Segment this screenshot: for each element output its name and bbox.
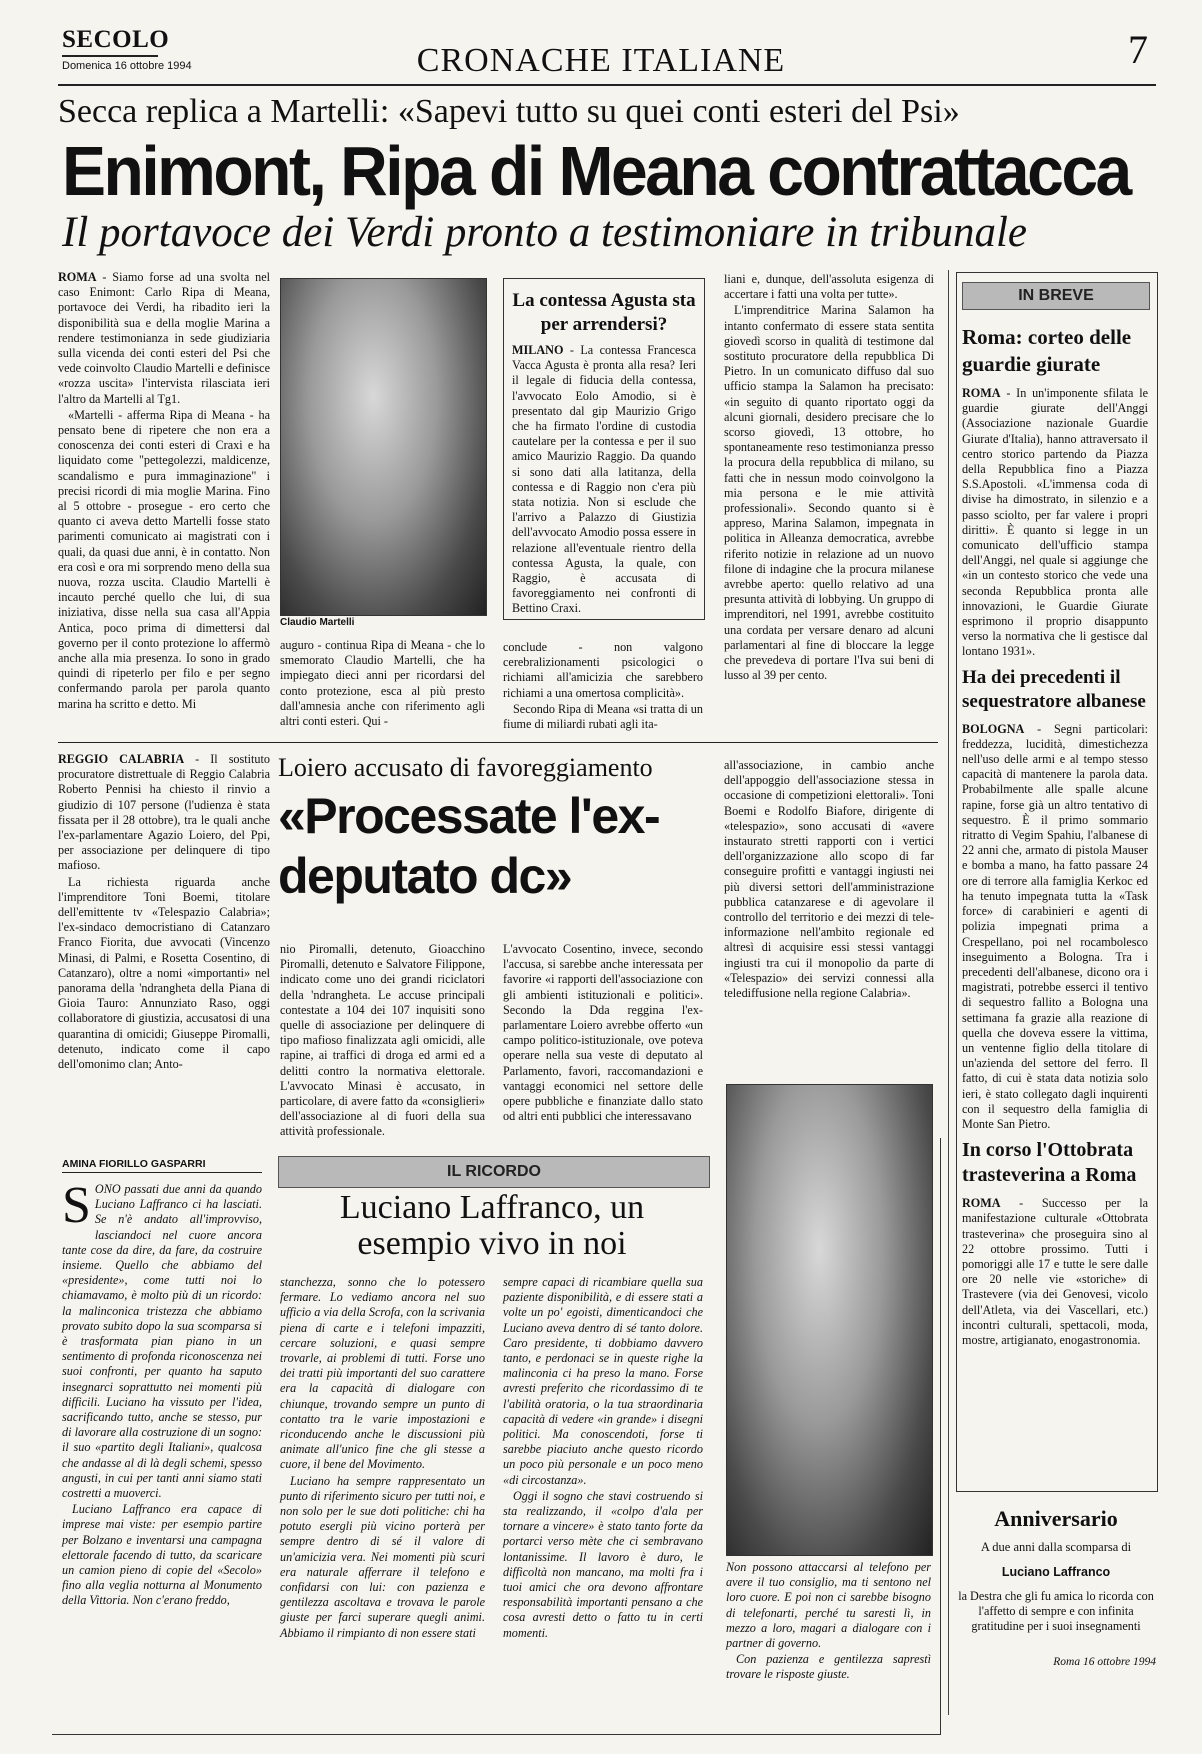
anniversario-title: Anniversario [994,1506,1118,1531]
second-col3-text: L'avvocato Cosentino, invece, secondo l'accusa, si sarebbe anche interessata per favorire «i rapporti dell'associazione con gli ambienti istituzionali e politici». Secondo la Dda reggina l'ex-parlamentare Loiero avrebbe offerto «un campo politico-istituzionale, ove poteva operare nella sua veste di deputato al Parlamento, favori, raccomandazioni e vantaggi economici nel settore delle opere pubbliche e finanziate dallo stato od altri enti pubblici che interessavano [503,942,703,1124]
ricordo-col1 [62,1177,262,1727]
second-dateline: REGGIO CALABRIA [58,752,185,766]
second-col4-text: all'associazione, in cambio anche dell'appoggio dell'associazione stessa in occasione di competizioni elettorali». Toni Boemi e Rodolfo Biafore, dirigente di «telespazio», sono accusati di «avere instaurato stretti rapporti con i vertici dell'organizzazione allo scopo di far conseguire profitti e vantaggi ingiusti nei più diversi settori dell'amministrazione pubblica catanzarese e di agevolare il controllo del territorio e dei mezzi di tele-informazione nell'ambito regionale ed altresì di acquisire essi stessi vantaggi ingiusti tra cui il monopolio da parte di «Telespazio» dei servizi connessi alla telediffusione nella regione Calabria». [724,758,934,1001]
main-story-col1: ROMA - Siamo forse ad una svolta nel caso Enimont: Carlo Ripa di Meana, portavoce dei Verdi, ha ribadito ieri la disponibilità sua e della moglie Marina a rendere testimonianza in sede giudiziaria sulla vicenda dei conti esteri del Psi che vede coinvolto Claudio Martelli e definisce «rozza uscita» l'intervista rilasciata ieri l'altro da Martelli al Tg1. «Martelli - afferma Ripa di Meana - ha pensato bene di ripetere che non era a conoscenza dei conti esteri di Craxi e ha liquidato come "pettegolezzi, maldicenze, scandalismo e pura immaginazione" i precisi ricordi di mia moglie Marina. Fino al 5 ottobre - prosegue - ero certo che quanto ci aveva detto Martelli fosse stato parimenti comunicato ai magistrati con i quali, da quasi due anni, è in contatto. Non era così e ora mi sorprendo meno della sua nuova, rozza uscita. Claudio Martelli è incauto perché quello che lui, di sua iniziativa, disse nella sua casa all'Appia Antica, poco prima di dimettersi dal governo per il conto protezione lo affermò anche alla mia presenza. Io sono in grado quindi di ripeterlo per filo e per segno confermando parola per parola quanto marina ha scritto e detto. Mi [58,270,270,711]
agusta-box: La contessa Agusta sta per arrendersi? MILANO - La contessa Francesca Vacca Agusta è pronta alla resa? Ieri il legale di fiducia della contessa, l'avvocato Eolo Amodio, si è presentato dal gip Maurizio Grigo che ha firmato l'ordine di custodia cautelare per la contessa e per il suo amico Maurizio Raggio. Da quando si sono dati alla latitanza, della contessa e di Raggio non c'era più stata notizia. Non si esclude che l'arrivo a Palazzo di Giustizia dell'avvocato Amodio possa essere in relazione all'eventuale rientro della contessa Agusta, la quale, con Raggio, è accusata di favoreggiamento nei confronti di Bettino Craxi. [503,278,705,620]
ricordo-headline: Luciano Laffranco, un esempio vivo in noi [339,1189,645,1262]
second-story-col3 [503,942,703,1164]
anniversario-signoff: Roma 16 ottobre 1994 [1053,1656,1156,1668]
in-breve-content [962,318,1148,1483]
ricordo-col2 [280,1275,485,1727]
brief-dateline: ROMA [962,1196,1001,1211]
ricordo-col3b-text: Oggi il sogno che stavi costruendo si sta realizzando, il «colpo d'ala per tornare a vincere» è stato tanto forte da portarci verso mète che ci sembravano lontanissime. Il lavoro è duro, le difficoltà non mancano, ma molti fra i tuoi amici che ora devono affrontare responsabilità importanti pensano a che cosa avresti detto o fatto tu in certi momenti. [503,1488,703,1640]
ricordo-col2-text: stanchezza, sonno che lo potessero fermare. Lo vediamo ancora nel suo ufficio a via della Scrofa, con la scrivania piena di carte e i telefoni impazziti, cercare soluzioni, e quasi sempre trovarle, ai problemi di tutti. Forse uno dei tratti più importanti del suo carattere era la capacità di dialogare con chiunque, trovando sempre un punto di contatto tra le varie impostazioni e riconducendo anche le discussioni più animate all'unico fine che gli stesse a cuore, il bene del Movimento. [280,1275,485,1472]
brief-headline: Roma: corteo delle guardie giurate [962,325,1132,376]
second-col2-text: nio Piromalli, detenuto, Gioacchino Piromalli, detenuto e Salvatore Filippone, indicato come uno dei grandi riciclatori della 'ndrangheta. Le accuse principali contestate a 104 dei 107 inquisiti sono quelle di associazione per delinquere di tipo mafioso finalizzata agli omicidi, alle rapine, ai traffici di droga ed armi ed a delitti contro la normativa elettorale. L'avvocato Minasi è accusato, in particolare, di avere fatto da «consiglieri» dell'associazione al di fuori della sua attività professionale. [280,942,485,1139]
second-story-col2 [280,942,485,1164]
issue-date: Domenica 16 ottobre 1994 [62,60,192,72]
main-story-col4 [724,272,934,734]
brief-dateline: BOLOGNA [962,721,1025,736]
anniversario-body: la Destra che gli fu amica lo ricorda con l'affetto di sempre e con infinita gratitudine per i suoi insegnamenti [958,1589,1154,1633]
ricordo-col4 [726,1560,931,1727]
main-story-col2 [280,638,485,734]
main-subhead: Il portavoce dei Verdi pronto a testimoniare in tribunale [62,209,1027,256]
main-col1b-text: «Martelli - afferma Ripa di Meana - ha pensato bene di ripetere che non era a conoscenza dei conti esteri di Craxi e ha liquidato come "pettegolezzi, maldicenze, scandalismo e pura immaginazione" i precisi ricordi di mia moglie Marina. Fino al 5 ottobre - prosegue - ero certo che quanto ci aveva detto Martelli fosse stato parimenti comunicato ai magistrati con i quali, da quasi due anni, è in contatto. Non era così e ora mi sorprendo meno della sua nuova, rozza uscita. Claudio Martelli è incauto perché quello che lui, di sua iniziativa, disse nella sua casa all'Appia Antica, poco prima di dimettersi dal governo per il conto protezione lo affermò anche alla mia presenza. Io sono in grado quindi di ripeterlo per filo e per segno confermando parola per parola quanto marina ha scritto e detto. Mi [58,407,270,711]
brief-headline: Ha dei precedenti il sequestratore albanese [962,666,1146,712]
ricordo-banner: IL RICORDO [278,1156,710,1188]
paper-name: SECOLO [62,26,170,53]
ricordo-col4b-text: Con pazienza e gentilezza saprestì trovare le risposte giuste. [726,1652,931,1682]
brief-item: Ha dei precedenti il sequestratore albanese BOLOGNA - Segni particolari: freddezza, lucidità, dimestichezza nell'uso delle armi e al tempo stesso capacità di mantenere la parola data. Probabilmente alle spalle alcune rapine, forse già un altro tentativo di sequestro. È il primo sommario ritratto di Vegim Spahiu, l'albanese di 22 anni che, armato di pistola Mauser e bomba a mano, ha fatto passare 24 ore di terrore alla famiglia Kerkoc ed ha tenuto impegnata tutta la «Task force» di carabinieri e agenti di polizia impegnati prima a Crespellano, poi nel rocambolesco inseguimento a Bologna. Tra i precedenti dell'albanese, dicono ora i magistrati, potrebbe esserci il tentivo di sequestro fallito a Bologna una settimana fa grazie alla reazione di quella che doveva essere la vittima, un ventenne figlio della titolare di un'azienda del settore del ferro. Il fatto, di cui è stata data notizia solo ieri, è stato collegato dagli inquirenti con il sequestro della famiglia di Monte San Pietro. [962,666,1148,1131]
brief-headline: In corso l'Ottobrata trasteverina a Roma [962,1139,1137,1187]
main-col3c-text: Secondo Ripa di Meana «si tratta di un fiume di miliardi rubati agli ita- [503,701,703,732]
second-headline: «Processate l'ex-deputato dc» [278,788,660,904]
ricordo-col3 [503,1275,703,1727]
second-story-col4 [724,758,934,1068]
ricordo-col1b-text: Luciano Laffranco era capace di imprese mai viste: per esempio partire per Bolzano e inventarsi una campagna elettorale facendo di tutto, da scaricare un camion pieno di copie del «Secolo» fino alla veglia notturna al Monumento della Vittoria. Non c'erano freddo, [62,1502,262,1608]
anniversario-box [956,1500,1156,1722]
main-col4-text: liani e, dunque, dell'assoluta esigenza di accertare i fatti una volta per tutte». [724,272,934,302]
brief-item: In corso l'Ottobrata trasteverina a Roma ROMA - Successo per la manifestazione culturale «Ottobrata trasteverina» che proseguira sino al 22 ottobre prossimo. Tutti i pomoriggi alle 17 e tutte le sere dalle ore 20 nelle vie «storiche» di Trastevere (via dei Genovesi, vicolo dell'Atleta, via dei Vascellari, etc.) incontri culturali, spettacoli, moda, mostre, artigianato, enogastronomia. [962,1139,1148,1347]
martelli-photo [280,278,487,616]
ricordo-col3-text: sempre capaci di ricambiare quella sua paziente disponibilità, e di essere stati a volte un po' egoisti, dimenticandoci che Luciano aveva dentro di sé tanto dolore. Caro presidente, ti dobbiamo davvero tanto, e perdonaci se in queste righe la malinconia ci ha preso la mano. Forse avresti preferito che ricordassimo di te l'abilità oratoria, o la tua straordinaria capacità di vedere «in grande» i disegni politici. Ma conoscendoti, forse ti sarebbe piaciuto anche questo ricordo un poco più personale e un poco meno «di circostanza». [503,1275,703,1487]
brief-dateline: ROMA [962,386,1001,400]
brief-body: Successo per la manifestazione culturale «Ottobrata trasteverina» che proseguira sino al 22 ottobre prossimo. Tutti i pomoriggi alle 17 e tutte le sere dalle ore 20 nelle vie «storiche» di Trastevere (via dei Genovesi, vicolo dell'Atleta, via dei Vascellari, etc.) incontri culturali, spettacoli, moda, mostre, artigianato, enogastronomia. [962,1196,1148,1347]
agusta-body: La contessa Francesca Vacca Agusta è pronta alla resa? Ieri il legale di fiducia della contessa, l'avvocato Eolo Amodio, si è presentato dal gip Maurizio Grigo che ha firmato l'ordine di custodia cautelare per la contessa e per il suo amico Maurizio Raggio. Da quando si sono dati alla latitanza, della contessa e di Raggio non c'era più stata notizia. Non si esclude che l'arrivo a Palazzo di Giustizia dell'avvocato Amodio possa essere in relazione all'eventuale rientro della contessa Agusta, la quale, con Raggio, è accusata di favoreggiamento nei confronti di Bettino Craxi. [512,343,696,616]
brief-body: Segni particolari: freddezza, lucidità, dimestichezza nell'uso delle armi e al tempo stesso capacità di mantenere la parola data. Probabilmente alle spalle alcune rapine, forse già un altro tentativo di sequestro. È il primo sommario ritratto di Vegim Spahiu, l'albanese di 22 anni che, armato di pistola Mauser e bomba a mano, ha fatto passare 24 ore di terrore alla famiglia Kerkoc ed ha tenuto impegnata tutta la «Task force» di carabinieri e agenti di polizia impegnati prima a Crespellano, poi nel rocambolesco inseguimento a Bologna. Tra i precedenti dell'albanese, dicono ora i magistrati, potrebbe esserci il tentivo di sequestro fallito a Bologna una settimana fa grazie alla reazione di quella che doveva essere la vittima, un ventenne figlio della titolare di un'azienda del settore del ferro. Il fatto, di cui è stata data notizia solo ieri, è stato collegato dagli inquirenti con il sequestro della famiglia di Monte San Pietro. [962,721,1148,1131]
second-story-col1: REGGIO CALABRIA - Il sostituto procuratore distrettuale di Reggio Calabria Roberto Pennisi ha chiesto il rinvio a giudizio di 107 persone (l'udienza è stata fissata per il 28 ottobre), tra le quali anche l'ex-parlamentare Agazio Loiero, del Ppi, per associazione per delinquere di tipo mafioso. La richiesta riguarda anche l'imprenditore Toni Boemi, titolare dell'emittente tv «Telespazio Calabria»; l'ex-sindaco democristiano di Catanzaro Franco Fiorita, due avvocati (Vincenzo Minasi, di Palmi, e Rosetta Cosentino, di Catanzaro), oltre a nomi «importanti» nel panorama della 'ndrangheta della Piana di Gioia Tauro: Annunziato Raso, oggi collaboratore di giustizia, accusatosi di una quarantina di omicidi; Giuseppe Piromalli, detenuto, indicato come il capo dell'omonimo clan; Anto- [58,752,271,1072]
main-col4b-text: L'imprenditrice Marina Salamon ha intanto confermato di essere stata sentita giovedì scorso in qualità di testimone dal sostituto procuratore della repubblica Di Pietro. In un comunicato diffuso dal suo ufficio stampa la Salamon ha precisato: «in seguito di quanto riportato oggi da alcuni giornali, desidero precisare che lo scorso giovedì, 13 ottobre, ho spontaneamente reso testimonianza presso la procura della repubblica di milano, su fatti che in nessun modo coinvolgono la mia persona e le mie attività professionali». Secondo quanto si è appreso, Marina Salamon, impegnata in politica in Alleanza democratica, avrebbe riferito notizie in relazione ad un nuovo filone di indagine che la procura milanese avrebbe aperto: quello relativo ad una presunta attività di lobbying. Un gruppo di imprenditori, nel 1991, avrebbe costituito una cordata per versare denaro ad alcuni parlamentari al fine di bloccare la legge che prevedeva di portare l'Iva sui beni di lusso al 39 per cento. [724,303,934,683]
main-kicker: Secca replica a Martelli: «Sapevi tutto su quei conti esteri del Psi» [58,93,960,130]
main-col3b-text: conclude - non valgono cerebralizionamenti psicologici o richiami all'amicizia che sarebbero richiami a una omertosa complicità». [503,640,703,700]
second-col1b-text: La richiesta riguarda anche l'imprenditore Toni Boemi, titolare dell'emittente tv «Telespazio Calabria»; l'ex-sindaco democristiano di Catanzaro Franco Fiorita, due avvocati (Vincenzo Minasi, di Palmi, e Rosetta Cosentino, di Catanzaro), oltre a nomi «importanti» nel panorama della 'ndrangheta della Piana di Gioia Tauro: Annunziato Raso, oggi collaboratore di giustizia, accusatosi di una quarantina di omicidi; Giuseppe Piromalli, detenuto, indicato come il capo dell'omonimo clan; Anto- [58,874,270,1072]
photo-caption-martelli: Claudio Martelli [280,617,355,628]
laffranco-photo [726,1084,933,1556]
agusta-dateline: MILANO [512,343,564,357]
ricordo-author: AMINA FIORILLO GASPARRI [62,1158,206,1170]
second-kicker: Loiero accusato di favoreggiamento [278,753,653,782]
anniversario-line1: A due anni dalla scomparsa di [980,1540,1132,1554]
main-headline: Enimont, Ripa di Meana contrattacca [62,132,1130,210]
brief-body: In un'imponente sfilata le guardie giurate dell'Anggi (Associazione nazionale Guardie Giurate d'Italia), hanno attraversato il centro storico partendo da Piazza della Repubblica fino a Piazza S.S.Apostoli. «L'immensa coda di divise ha dimostrato, in silenzio e a passo sciolto, per far valere i propri diritti». È quanto si legge in un comunicato dell'ufficio stampa dell'Anggi, nel quale si aggiunge che «in un contesto storico che vede una seconda Repubblica pronta alle innovazioni, le Guardie Giurate esprimono il proprio disappunto verso la normativa che li gestisce dal lontano 1931». [962,386,1148,659]
section-title: CRONACHE ITALIANE [416,42,786,79]
in-breve-banner: IN BREVE [962,282,1150,310]
second-col1-text: Il sostituto procuratore distrettuale di Reggio Calabria Roberto Pennisi ha chiesto il rinvio a giudizio di 107 persone (l'udienza è stata fissata per il 28 ottobre), tra le quali anche l'ex-parlamentare Agazio Loiero, del Ppi, per associazione per delinquere di tipo mafioso. [58,752,271,873]
main-dateline: ROMA [58,270,97,284]
anniversario-name: Luciano Laffranco [1001,1565,1111,1579]
brief-item: Roma: corteo delle guardie giurate ROMA - In un'imponente sfilata le guardie giurate dell'Anggi (Associazione nazionale Guardie Giurate d'Italia), hanno attraversato il centro storico partendo da Piazza della Repubblica fino a Piazza S.S.Apostoli. «L'immensa coda di divise ha dimostrato, in silenzio e a passo sciolto, per far valere i propri diritti». È quanto si legge in un comunicato dell'ufficio stampa dell'Anggi, nel quale si aggiunge che «in un contesto storico che vede una seconda Repubblica pronta alle innovazioni, le Guardie Giurate esprimono il proprio disappunto verso la normativa che li gestisce dal lontano 1931». [962,325,1148,659]
main-col2b-text: auguro - continua Ripa di Meana - che lo smemorato Claudio Martelli, che ha impiegato dieci anni per ricordarsi del conto protezione, esca al più presto dall'amnesia anche con riferimento agli altri conti esteri. Qui - [280,638,485,729]
ricordo-col2b-text: Luciano ha sempre rappresentato un punto di riferimento sicuro per tutti noi, e non solo per le sue doti politiche: chi ha potuto esergli più vicino porterà per sempre dentro di sé il valore di un'amicizia vera. Nei momenti più scuri era naturale afferrare il telefono e confidarsi con lui: con pazienza e gentilezza ascoltava e trovava le parole giuste per farci superare quegli animi. Abbiamo il rimpianto di non essere stati [280,1473,485,1640]
ricordo-col1-text: ONO passati due anni da quando Luciano Laffranco ci ha lasciati. Se n'è andato all'improvviso, lasciandoci nel cuore ancora tante cose da dire, da fare, da costruire insieme. Quello che abbiamo del «presidente», come tutti noi lo chiamavamo, è molto più di un ricordo: la malinconica tristezza che abbiamo provato subito dopo la sua scomparsa si è trasformata pian piano in un sentimento di profonda riconoscenza nei suoi confronti, per quanto ha saputo insegnarci soprattutto nei momenti più difficili. Luciano ha vissuto per l'idea, sacrificando tutto, anche se stesso, pur di lavorare alla costruzione di un sogno: il suo «partito degli Italiani», qualcosa che andasse al di là degli schemi, spesso angusti, in cui per tanti anni siamo stati costretti a muoverci. [62,1182,262,1501]
main-col1-text: Siamo forse ad una svolta nel caso Enimont: Carlo Ripa di Meana, portavoce dei Verdi, ha ribadito ieri la disponibilità sua e della moglie Marina a rendere testimonianza in sede giudiziaria sulla vicenda dei conti esteri del Psi che vede coinvolto Claudio Martelli e definisce «rozza uscita» l'intervista rilasciata ieri l'altro da Martelli al Tg1. [58,270,270,406]
ricordo-col4-text: Non possono attaccarsi al telefono per avere il tuo consiglio, ma ti sentono nel loro cuore. E poi non ci sarebbe bisogno di telefonarti, perché tu saresti lì, in mezzo a loro, magari a dialogare con i partner di governo. [726,1560,931,1651]
main-story-col3 [503,640,703,734]
page-number: 7 [1128,27,1148,72]
agusta-headline: La contessa Agusta sta per arrendersi? [512,290,696,335]
ricordo-dropcap: S [62,1177,91,1234]
